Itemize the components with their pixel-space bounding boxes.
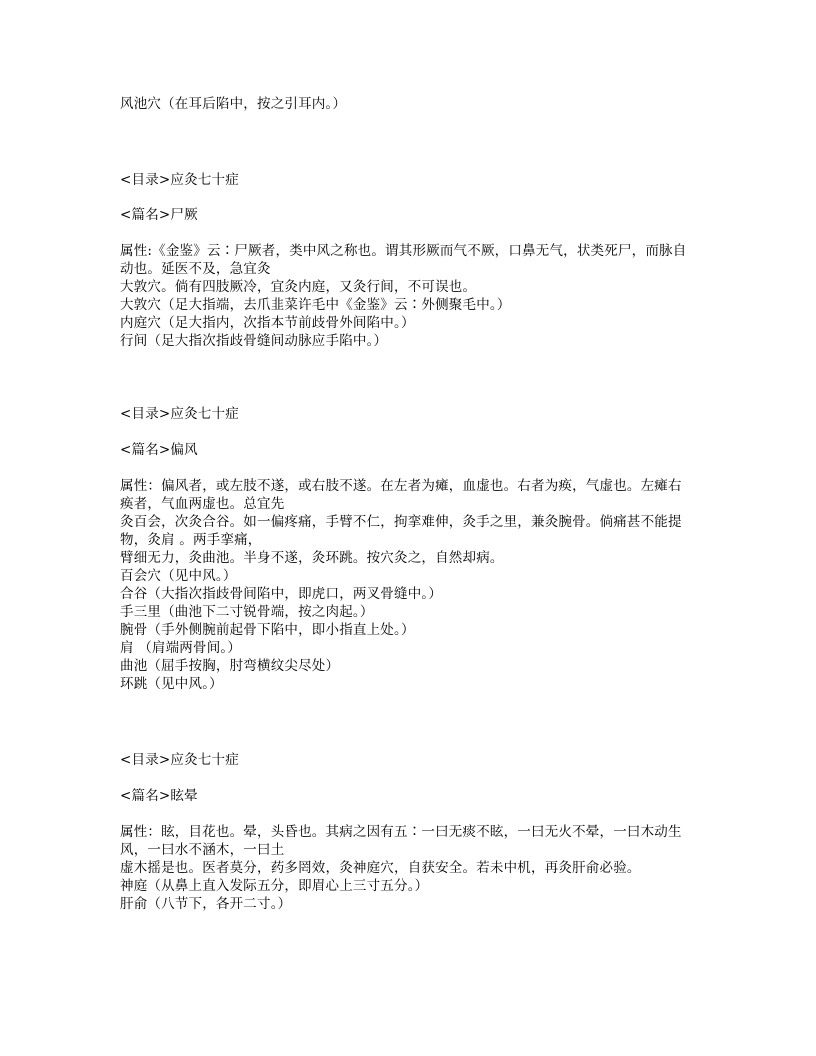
- text-line: 动也。延医不及，急宜灸: [120, 261, 271, 277]
- text-line: 内庭穴（足大指内，次指本节前歧骨外间陷中。）: [120, 315, 415, 331]
- section-title-line: <篇名>眩晕: [120, 788, 198, 804]
- text-line: 痪者，气血两虚也。总宜先: [120, 496, 285, 512]
- catalog-line: <目录>应灸七十症: [120, 172, 239, 188]
- text-line: 虚木摇是也。医者莫分，药多罔效，灸神庭穴，自获安全。若未中机，再灸肝俞必验。: [120, 860, 641, 876]
- text-line: 肩 （肩端两骨间。）: [120, 640, 242, 656]
- catalog-line: <目录>应灸七十症: [120, 752, 239, 768]
- catalog-line: <目录>应灸七十症: [120, 406, 239, 422]
- text-line: 属性：偏风者，或左肢不遂，或右肢不遂。在左者为瘫，血虚也。右者为痪，气虚也。左瘫右: [120, 478, 682, 494]
- text-line: 大敦穴（足大指端，去爪韭菜许毛中《金鉴》云∶外侧聚毛中。）: [120, 297, 511, 313]
- text-line: 属性：眩，目花也。晕，头昏也。其病之因有五∶一曰无痰不眩，一曰无火不晕，一曰木动生: [120, 824, 682, 840]
- text-line: 百会穴（见中风。）: [120, 568, 237, 584]
- text-line: 臂细无力，灸曲池。半身不遂，灸环跳。按穴灸之，自然却病。: [120, 550, 504, 566]
- text-line: 风，一曰水不涵木，一曰土: [120, 842, 285, 858]
- text-line: 肝俞（八节下，各开二寸。）: [120, 896, 292, 912]
- text-line: 腕骨（手外侧腕前起骨下陷中，即小指直上处。）: [120, 622, 415, 638]
- text-line: 曲池（屈手按胸，肘弯横纹尖尽处）: [120, 658, 340, 674]
- section-title-line: <篇名>尸厥: [120, 207, 198, 223]
- text-line: 手三里（曲池下二寸锐骨端，按之肉起。）: [120, 604, 374, 620]
- text-line: 风池穴（在耳后陷中，按之引耳内。）: [120, 96, 347, 112]
- text-line: 物，灸肩 。两手挛痛，: [120, 532, 262, 548]
- text-line: 行间（足大指次指歧骨缝间动脉应手陷中。）: [120, 333, 388, 349]
- text-line: 合谷（大指次指歧骨间陷中，即虎口，两叉骨缝中。）: [120, 586, 443, 602]
- text-line: 神庭（从鼻上直入发际五分，即眉心上三寸五分。）: [120, 878, 429, 894]
- text-line: 属性:《金鉴》云∶尸厥者，类中风之称也。谓其形厥而气不厥，口鼻无气，状类死尸，而脉自: [120, 243, 687, 259]
- section-title-line: <篇名>偏风: [120, 442, 198, 458]
- text-line: 环跳（见中风。）: [120, 676, 223, 692]
- text-line: 大敦穴。倘有四肢厥冷，宜灸内庭，又灸行间，不可误也。: [120, 279, 477, 295]
- text-line: 灸百会，次灸合谷。如一偏疼痛，手臂不仁，拘挛难伸，灸手之里，兼灸腕骨。倘痛甚不能提: [120, 514, 682, 530]
